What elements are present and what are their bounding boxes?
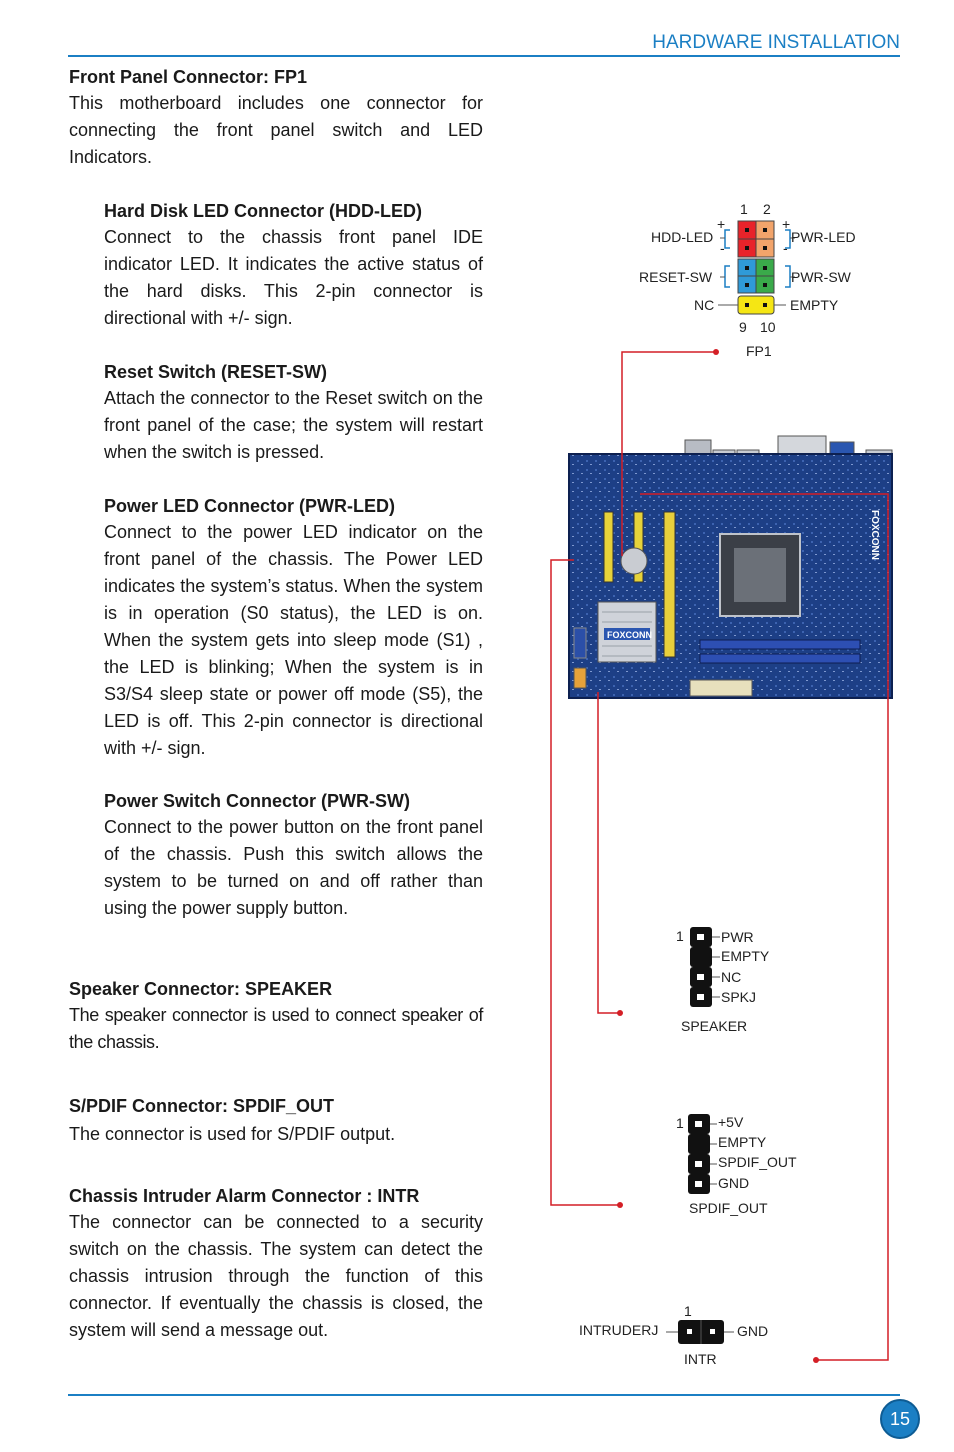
front-panel-header bbox=[574, 668, 586, 688]
pcie-x16-slot bbox=[664, 512, 675, 657]
empty-label: EMPTY bbox=[790, 297, 839, 313]
speaker-pin-3-mark bbox=[697, 974, 704, 980]
page-number-badge: 15 bbox=[880, 1399, 920, 1439]
fp1-pin-2-label: 2 bbox=[763, 201, 771, 217]
spdif-pin-out: SPDIF_OUT bbox=[718, 1154, 797, 1170]
speaker-heading: Speaker Connector: SPEAKER bbox=[69, 979, 333, 999]
spdif-heading: S/PDIF Connector: SPDIF_OUT bbox=[69, 1096, 335, 1116]
pwr-sw-heading: Power Switch Connector (PWR-SW) bbox=[104, 791, 410, 811]
fp1-name-label: FP1 bbox=[746, 343, 772, 359]
heatsink-brand: FOXCONN bbox=[607, 630, 652, 640]
spdif-pin-4-mark bbox=[695, 1181, 702, 1187]
cmos-battery bbox=[621, 548, 647, 574]
speaker-pin-2 bbox=[690, 947, 712, 967]
hdd-led-heading: Hard Disk LED Connector (HDD-LED) bbox=[104, 201, 423, 221]
spdif-pin-2 bbox=[688, 1134, 710, 1154]
spdif-pin-empty: EMPTY bbox=[718, 1134, 767, 1150]
intr-name-label: INTR bbox=[684, 1351, 717, 1367]
intruderj-label: INTRUDERJ bbox=[579, 1322, 659, 1338]
fp1-pin-9-label: 9 bbox=[739, 319, 747, 335]
speaker-diagram bbox=[676, 927, 770, 1034]
intr-diagram bbox=[579, 1303, 768, 1367]
section-header-title: HARDWARE INSTALLATION bbox=[652, 32, 900, 53]
speaker-leader bbox=[598, 692, 620, 1013]
intr-body: The connector can be connected to a security switch on the chassis. The system can detect the chassis intrusion through the function of this connector. If eventually the chassis is closed, the system will send a message out. bbox=[69, 1212, 483, 1340]
reset-sw-label: RESET-SW bbox=[639, 269, 713, 285]
spdif-pin-1-label: 1 bbox=[676, 1115, 684, 1131]
fp1-body: This motherboard includes one connector for connecting the front panel switch and LED Indicators. bbox=[69, 93, 483, 167]
hdd-led-body: Connect to the chassis front panel IDE indicator LED. It indicates the active status of the hard disks. This 2-pin connector is directional with +/- sign. bbox=[104, 227, 483, 328]
pwr-led-plus-sign: + bbox=[782, 216, 791, 232]
speaker-pin-1-label: 1 bbox=[676, 928, 684, 944]
reset-bracket bbox=[725, 266, 730, 287]
spdif-pin-3-mark bbox=[695, 1161, 702, 1167]
intr-gnd-label: GND bbox=[737, 1323, 769, 1339]
motherboard-image bbox=[569, 436, 892, 698]
speaker-pin-1-mark bbox=[697, 934, 704, 940]
spdif-pin-1-mark bbox=[695, 1121, 702, 1127]
reset-sw-heading: Reset Switch (RESET-SW) bbox=[104, 362, 328, 382]
speaker-pin-nc: NC bbox=[721, 969, 742, 985]
footer-rule bbox=[68, 1394, 900, 1396]
fp1-pin-10-label: 10 bbox=[760, 319, 776, 335]
pwr-sw-label: PWR-SW bbox=[791, 269, 851, 285]
spdif-body: The connector is used for S/PDIF output. bbox=[69, 1124, 396, 1144]
intr-pin-1-label: 1 bbox=[684, 1303, 692, 1319]
fp1-pin-1-label: 1 bbox=[740, 201, 748, 217]
fp1-pin-9-10 bbox=[738, 296, 774, 314]
speaker-name-label: SPEAKER bbox=[681, 1018, 748, 1034]
hdd-bracket bbox=[725, 230, 730, 248]
speaker-pin-pwr: PWR bbox=[721, 929, 754, 945]
spdif-diagram bbox=[676, 1114, 797, 1216]
speaker-pin-spkj: SPKJ bbox=[721, 989, 757, 1005]
speaker-pin-4-mark bbox=[697, 994, 704, 1000]
reset-sw-body: Attach the connector to the Reset switch on the front panel of the case; the system will restart when the switch is pressed. bbox=[104, 388, 483, 462]
dimm-slot-2 bbox=[700, 654, 860, 663]
spdif-pin-gnd: GND bbox=[718, 1175, 750, 1191]
dimm-slot-1 bbox=[700, 640, 860, 649]
fp1-heading: Front Panel Connector: FP1 bbox=[69, 67, 308, 87]
atx-power-connector bbox=[690, 680, 752, 696]
pwr-led-label: PWR-LED bbox=[791, 229, 856, 245]
cpu-socket-center bbox=[734, 548, 786, 602]
pcie-slot-1 bbox=[604, 512, 613, 582]
nc-label: NC bbox=[694, 297, 715, 313]
speaker-pin-empty: EMPTY bbox=[721, 948, 770, 964]
pwr-led-body: Connect to the power LED indicator on the front panel of the chassis. The Power LED indicates the system’s status. When the system is in operation (S0 status), the LED is on. When the system gets into sleep mode (S1) , the LED is blinking; When the system is in S3/S4 sleep state or power off mode (S5), the LED is off. This 2-pin connector is directional with +/- sign. bbox=[104, 522, 483, 758]
pwr-led-heading: Power LED Connector (PWR-LED) bbox=[104, 496, 395, 516]
intr-heading: Chassis Intruder Alarm Connector : INTR bbox=[69, 1186, 420, 1206]
sata-ports bbox=[574, 628, 586, 658]
intr-pin-2-mark bbox=[710, 1329, 715, 1334]
pwr-led-minus-sign: - bbox=[783, 240, 788, 256]
spdif-name-label: SPDIF_OUT bbox=[689, 1200, 768, 1216]
fp1-diagram bbox=[639, 201, 856, 359]
hdd-led-label: HDD-LED bbox=[651, 229, 714, 245]
hdd-minus-sign: - bbox=[720, 240, 725, 256]
intr-pin-1-mark bbox=[687, 1329, 692, 1334]
spdif-pin-5v: +5V bbox=[718, 1114, 744, 1130]
hdd-plus-sign: + bbox=[717, 216, 726, 232]
board-brand-text: FOXCONN bbox=[869, 510, 880, 560]
pwr-sw-body: Connect to the power button on the front panel of the chassis. Push this switch allows the system to be turned on and off rather than using the power supply button. bbox=[104, 817, 483, 918]
pwr-sw-bracket bbox=[785, 266, 790, 287]
speaker-body: The speaker connector is used to connect speaker of the chassis. bbox=[69, 1005, 483, 1052]
